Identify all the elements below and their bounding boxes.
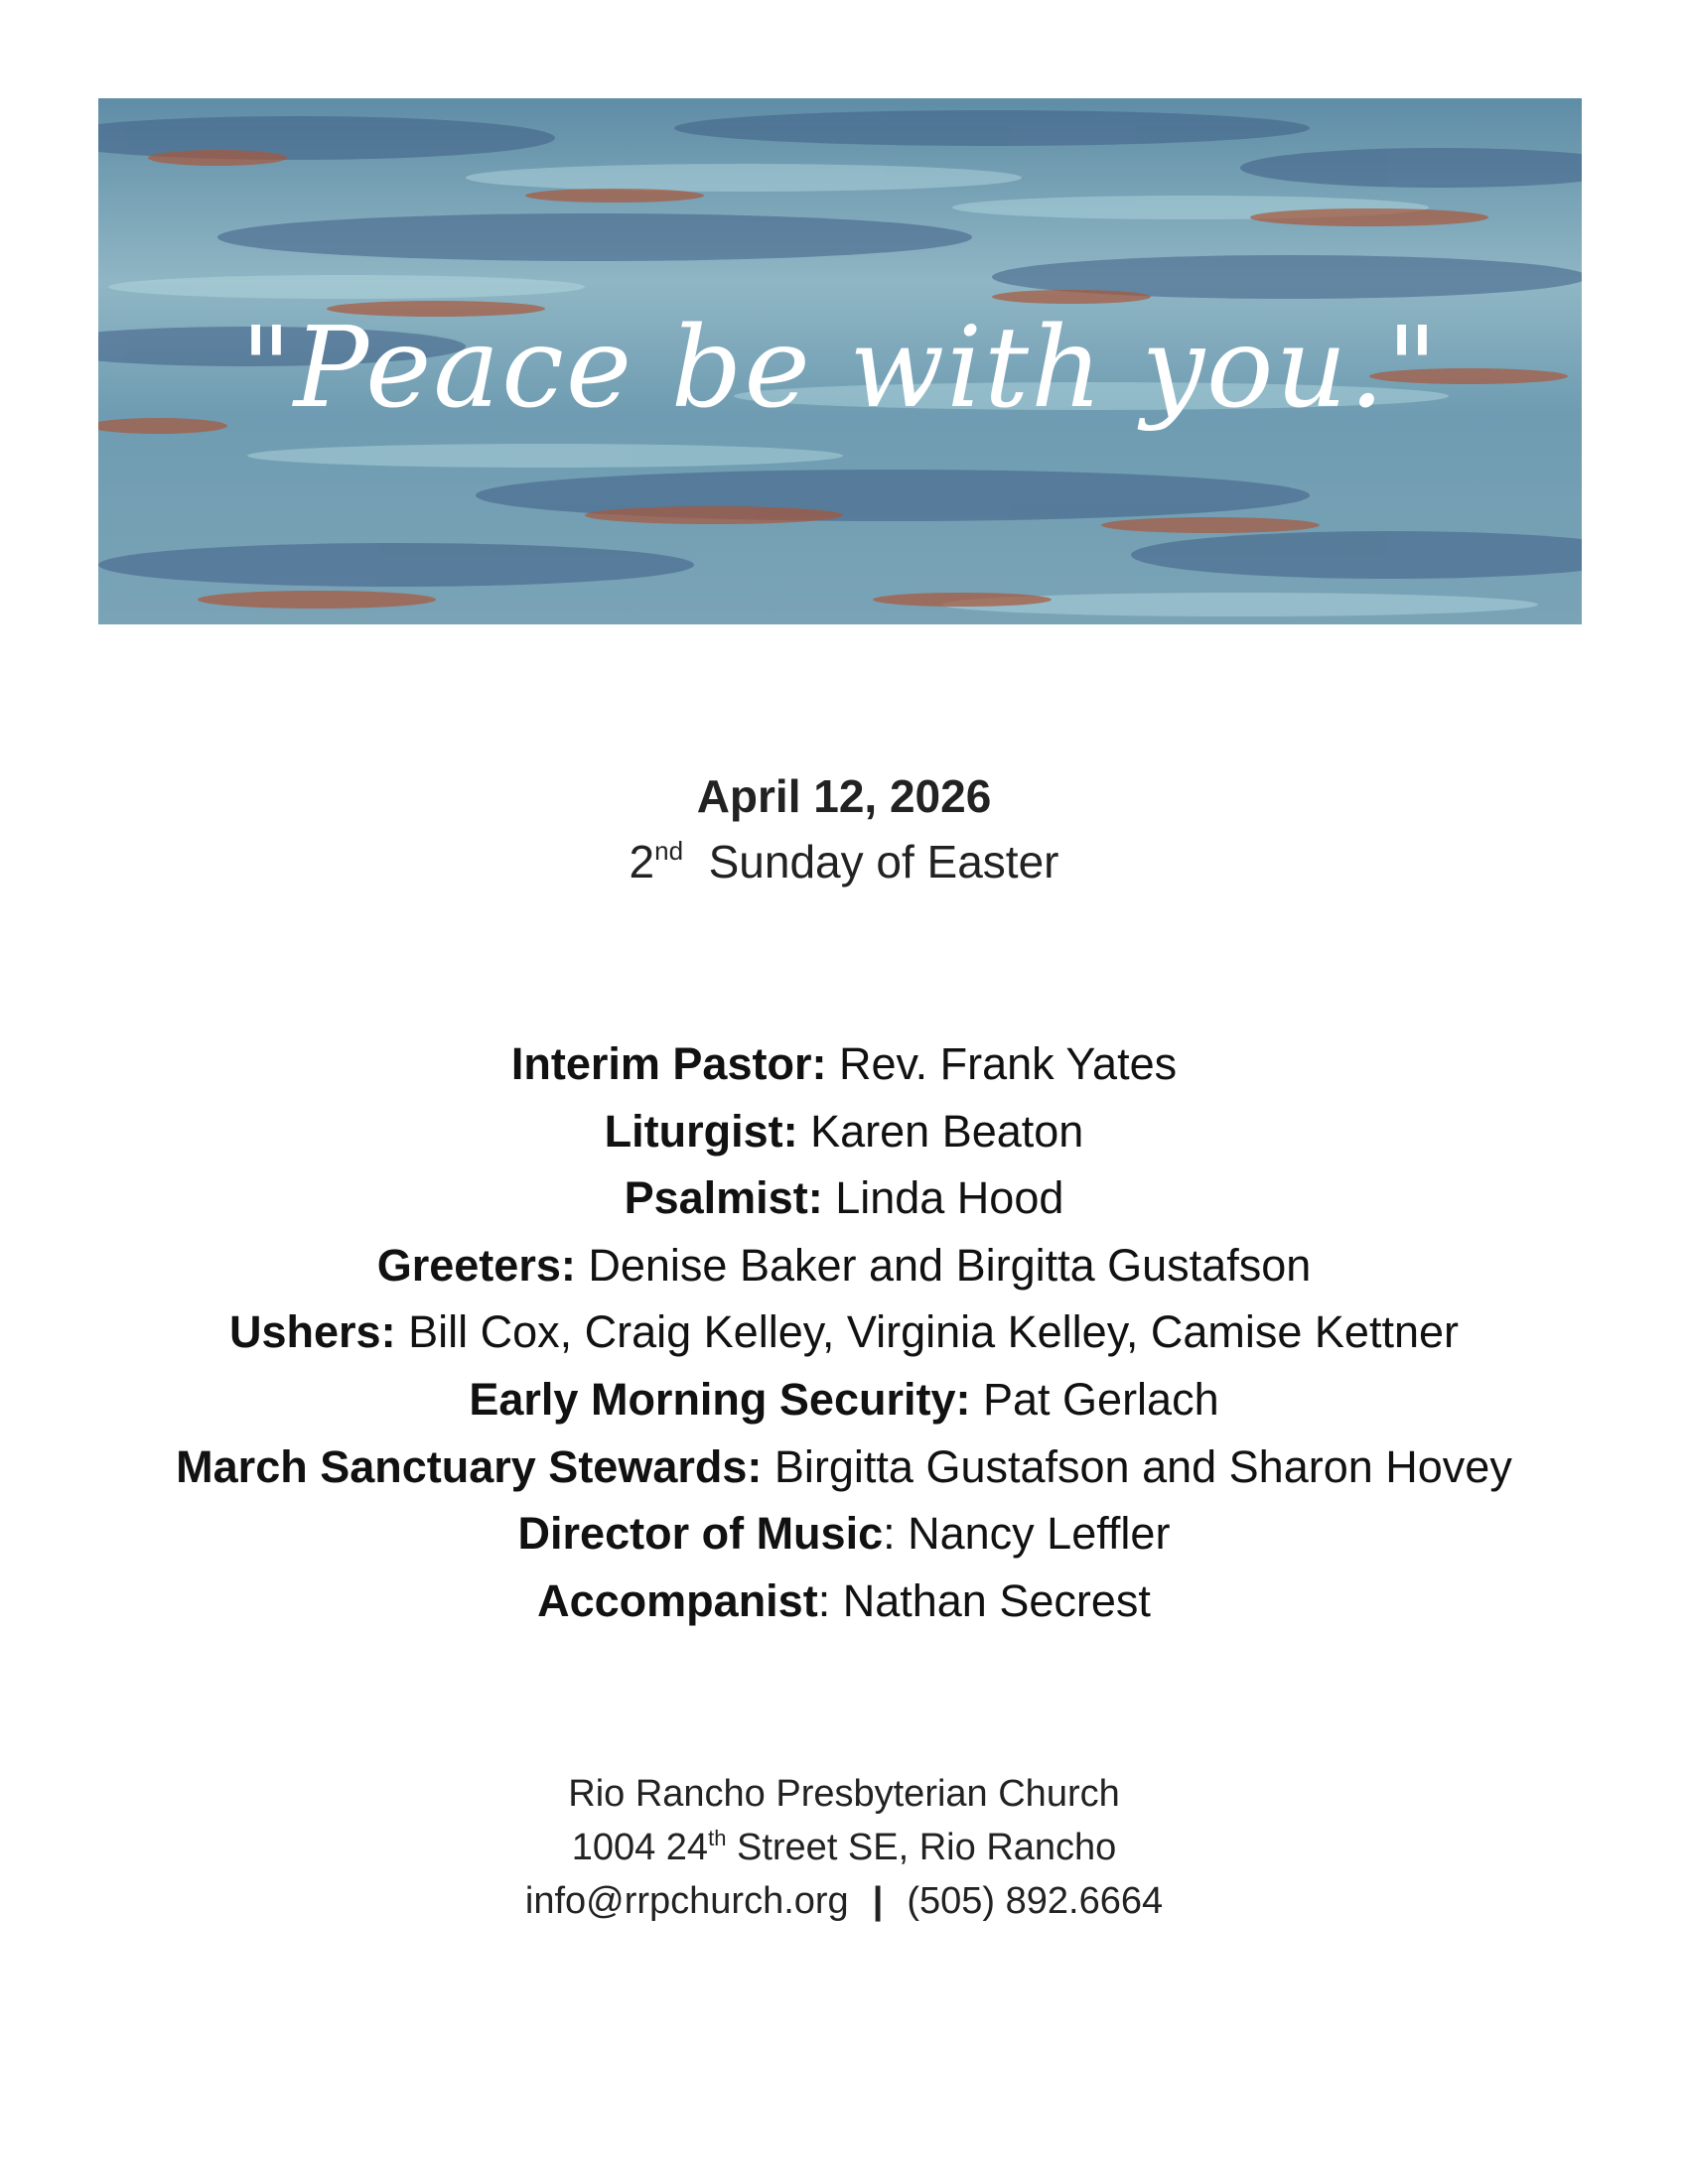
address-number: 1004 24 bbox=[571, 1827, 709, 1868]
role-psalmist bbox=[0, 1164, 1688, 1232]
role-sanctuary-stewards bbox=[0, 1433, 1688, 1501]
role-value: Linda Hood bbox=[835, 1172, 1064, 1224]
address-suffix: th bbox=[708, 1826, 727, 1850]
address-rest: Street SE, Rio Rancho bbox=[726, 1827, 1117, 1868]
service-occasion bbox=[0, 828, 1688, 895]
service-date: April 12, 2026 bbox=[696, 770, 992, 822]
role-label: Ushers: bbox=[228, 1306, 396, 1358]
role-accompanist bbox=[0, 1568, 1688, 1635]
phone-number[interactable]: (505) 892.6664 bbox=[907, 1880, 1164, 1922]
church-name: Rio Rancho Presbyterian Church bbox=[568, 1773, 1120, 1815]
role-label: Psalmist: bbox=[624, 1172, 823, 1224]
header-banner-image bbox=[98, 98, 1582, 624]
role-value: Karen Beaton bbox=[810, 1105, 1084, 1157]
contact-separator: | bbox=[872, 1880, 884, 1922]
role-label: March Sanctuary Stewards: bbox=[176, 1440, 763, 1492]
role-label: Interim Pastor: bbox=[510, 1038, 827, 1089]
role-value: Rev. Frank Yates bbox=[838, 1038, 1178, 1089]
role-director-of-music bbox=[0, 1500, 1688, 1568]
role-early-morning-security bbox=[0, 1366, 1688, 1433]
role-value: : Nathan Secrest bbox=[817, 1574, 1151, 1626]
water-ripple-illustration bbox=[98, 98, 1582, 624]
role-label: Accompanist bbox=[537, 1574, 818, 1626]
role-value: Birgitta Gustafson and Sharon Hovey bbox=[774, 1440, 1512, 1492]
occasion-text: Sunday of Easter bbox=[708, 836, 1059, 887]
role-ushers bbox=[0, 1298, 1688, 1366]
church-contact-block bbox=[0, 1767, 1688, 1928]
role-label: Liturgist: bbox=[604, 1105, 798, 1157]
church-contact-info bbox=[0, 1874, 1688, 1928]
role-greeters bbox=[0, 1232, 1688, 1299]
role-liturgist bbox=[0, 1098, 1688, 1165]
ordinal-suffix: nd bbox=[654, 836, 684, 866]
banner-quote: "Peace be with you." bbox=[240, 304, 1440, 433]
service-date-block bbox=[0, 764, 1688, 895]
role-interim-pastor bbox=[0, 1030, 1688, 1098]
role-value: Bill Cox, Craig Kelley, Virginia Kelley, Camise Kettner bbox=[408, 1306, 1459, 1358]
role-label: Early Morning Security: bbox=[469, 1373, 971, 1425]
role-value: : Nancy Leffler bbox=[883, 1508, 1171, 1560]
email-link[interactable]: info@rrpchurch.org bbox=[524, 1880, 849, 1922]
service-roles-list bbox=[0, 1030, 1688, 1634]
ordinal-number: 2 bbox=[629, 836, 655, 887]
role-label: Greeters: bbox=[376, 1239, 576, 1291]
church-address bbox=[0, 1821, 1688, 1874]
role-label: Director of Music bbox=[517, 1508, 884, 1560]
role-value: Pat Gerlach bbox=[983, 1373, 1219, 1425]
role-value: Denise Baker and Birgitta Gustafson bbox=[588, 1239, 1312, 1291]
